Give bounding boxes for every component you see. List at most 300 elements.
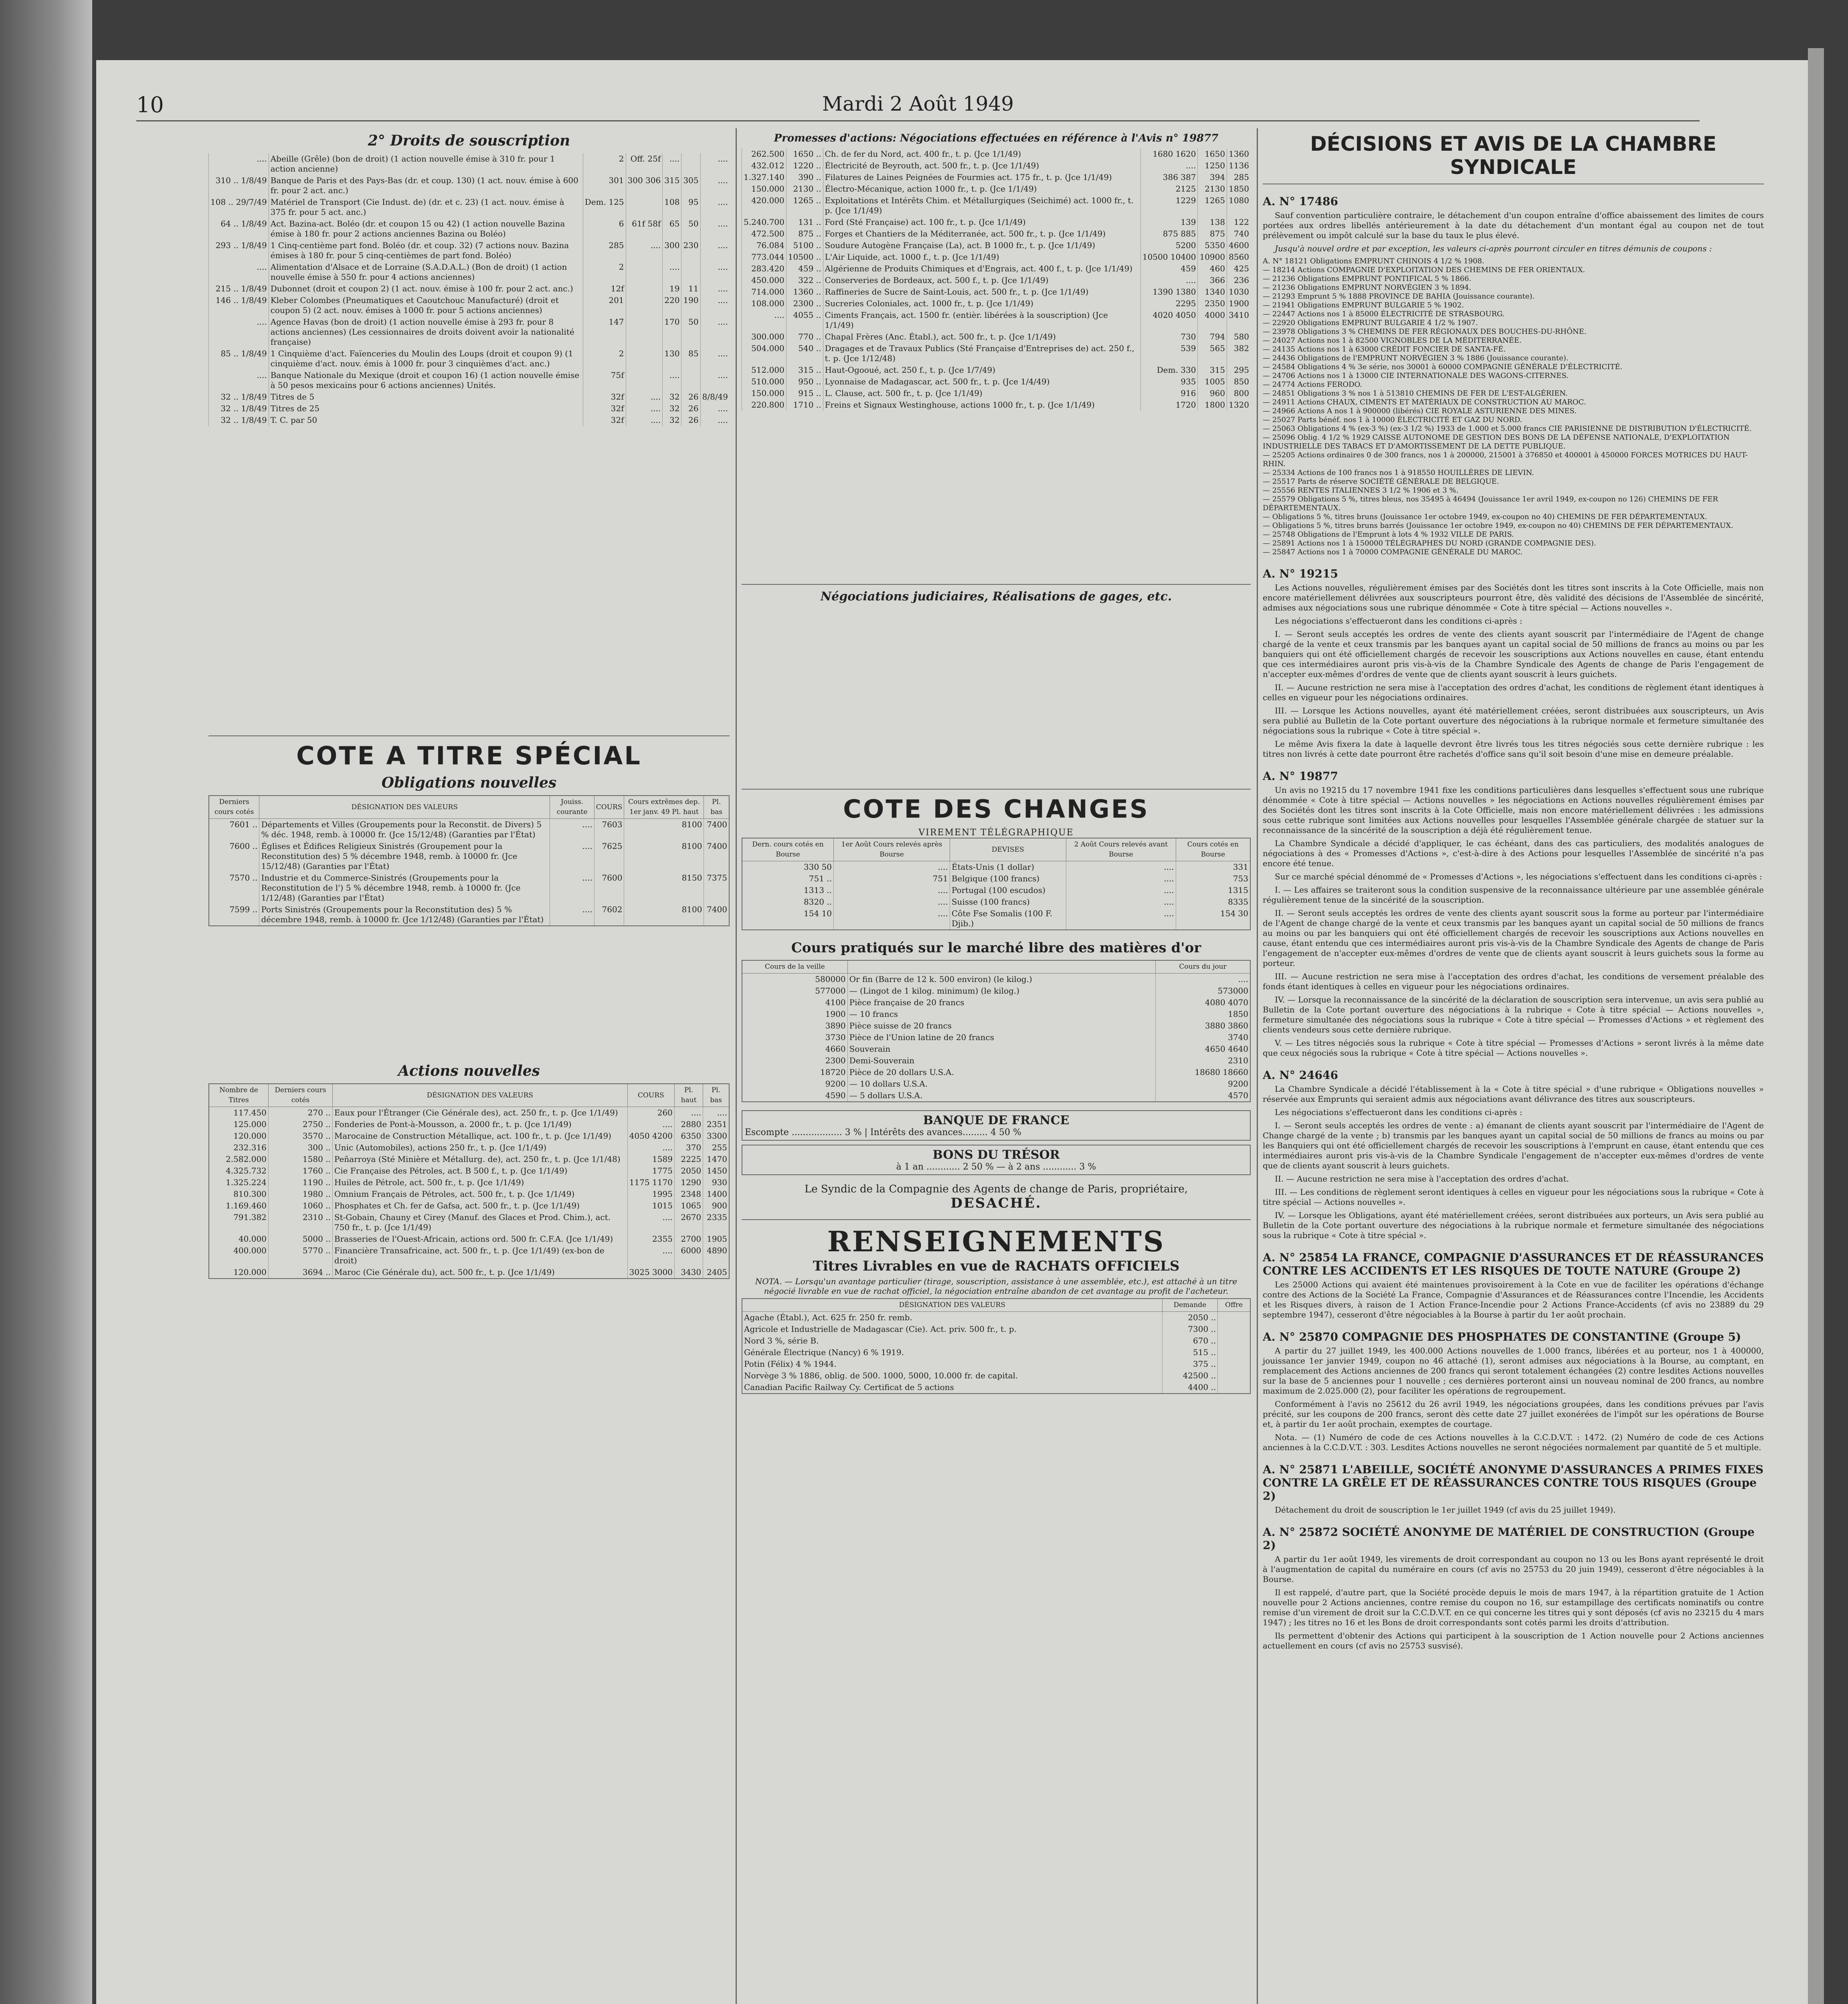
avis-list-item: — 25891 Actions nos 1 à 150000 TÉLÉGRAPHES DU NORD (GRANDE COMPAGNIE DES). bbox=[1263, 539, 1596, 547]
value-cell: .... bbox=[626, 240, 663, 261]
value-cell: 300 .. bbox=[268, 1142, 332, 1154]
table-row bbox=[742, 331, 1251, 343]
value-cell: 510.000 bbox=[742, 376, 787, 388]
table-row bbox=[209, 348, 730, 370]
value-cell: 740 bbox=[1227, 228, 1251, 240]
value-cell: 950 .. bbox=[786, 376, 823, 388]
table-row bbox=[742, 399, 1251, 411]
value-cell: 1005 bbox=[1198, 376, 1227, 388]
table-row bbox=[742, 1335, 1250, 1347]
value-cell: 4080 4070 bbox=[1156, 997, 1250, 1008]
avis-paragraph: IV. — Lorsque les Obligations, ayant été matériellement créées, seront distribuées aux porteurs, un Avis sera publié au Bulletin de la Cote portant ouverture des négociations à la rubrique normale et fermeture simultanée des négociations sous la rubrique « Cote à titre spécial ». bbox=[1263, 1210, 1764, 1240]
table-row bbox=[209, 1154, 729, 1165]
value-cell: 1080 bbox=[1227, 195, 1251, 216]
avis-paragraph: I. — Seront seuls acceptés les ordres de vente des clients ayant souscrit par l'intermédiaire de l'Agent de change chargé de la vente et ceux transmis par les banques ayant un capital social de 50 millions de francs au moins ou par les banquiers qui ont été officiellement chargés de recevoir les souscriptions aux Actions nouvelles en cause, étant entendu que ces intermédiaires auront pris vis-à-vis de la Chambre Syndicale des Agents de change de Paris l'engagement de n'accepter eux-mêmes d'ordres de vente que de clients ayant souscrit à leurs guichets. bbox=[1263, 629, 1764, 679]
value-cell: 315 .. bbox=[786, 364, 823, 376]
avis-list-item: A. N° 18121 Obligations EMPRUNT CHINOIS 4 1/2 % 1908. bbox=[1263, 257, 1484, 265]
changes-title: COTE DES CHANGES bbox=[843, 794, 1149, 824]
value-cell: 122 bbox=[1227, 216, 1251, 228]
value-cell: .... bbox=[700, 196, 730, 218]
banque-title: BANQUE DE FRANCE bbox=[923, 1113, 1070, 1127]
value-cell: 283.420 bbox=[742, 263, 787, 275]
value-cell: 850 bbox=[1227, 376, 1251, 388]
value-cell: Dem. 330 bbox=[1140, 364, 1198, 376]
value-cell: 120.000 bbox=[209, 1130, 268, 1142]
table-row bbox=[209, 403, 730, 414]
bons-rates: à 1 an ............ 2 50 % — à 2 ans ............ 3 % bbox=[896, 1162, 1096, 1172]
value-designation: Potin (Félix) 4 % 1944. bbox=[742, 1358, 1162, 1370]
value-cell: 1360 .. bbox=[786, 286, 823, 298]
value-cell: 10500 10400 bbox=[1140, 251, 1198, 263]
value-cell bbox=[681, 153, 700, 175]
value-designation: Marocaine de Construction Métallique, act. 100 fr., t. p. (Jce 1/1/49) bbox=[332, 1130, 627, 1142]
value-cell: .... bbox=[627, 1142, 674, 1154]
value-cell: 6000 bbox=[674, 1245, 703, 1267]
value-designation: Soudure Autogène Française (La), act. B 1000 fr., t. p. (Jce 1/1/49) bbox=[823, 240, 1140, 251]
avis-heading: A. N° 25872 SOCIÉTÉ ANONYME DE MATÉRIEL DE CONSTRUCTION (Groupe 2) bbox=[1263, 1525, 1755, 1552]
value-cell: 50 bbox=[681, 218, 700, 240]
table-row bbox=[742, 1043, 1250, 1055]
avis-heading: A. N° 19877 bbox=[1263, 770, 1338, 783]
avis-list-item: — Obligations 5 %, titres bruns (Jouissance 1er octobre 1949, ex-coupon no 40) CHEMINS DE FER DÉPARTEMENTAUX. bbox=[1263, 513, 1707, 521]
value-designation: Agricole et Industrielle de Madagascar (Cie). Act. priv. 500 fr., t. p. bbox=[742, 1323, 1162, 1335]
value-cell: 7300 .. bbox=[1162, 1323, 1218, 1335]
value-cell: 875 .. bbox=[786, 228, 823, 240]
value-cell: 7599 .. bbox=[209, 904, 259, 926]
value-cell: 2405 bbox=[703, 1267, 729, 1279]
value-designation: L'Air Liquide, act. 1000 f., t. p. (Jce 1/1/49) bbox=[823, 251, 1140, 263]
avis-paragraph: II. — Aucune restriction ne sera mise à l'acceptation des ordres d'achat, les conditions de règlement étant identiques à celles en vigueur pour les négociations ordinaires. bbox=[1263, 683, 1764, 702]
value-cell: 1390 1380 bbox=[1140, 286, 1198, 298]
value-cell: 154 30 bbox=[1176, 908, 1250, 930]
avis-list-item: — Obligations 5 %, titres bruns barrés (Jouissance 1er octobre 1949, ex-coupon no 40) CHEMINS DE FER DÉPARTEMENTAUX. bbox=[1263, 521, 1733, 530]
column-header: Cours de la veille bbox=[742, 960, 847, 974]
value-cell: 8150 bbox=[624, 872, 704, 904]
value-designation: Portugal (100 escudos) bbox=[950, 885, 1066, 896]
scan-binding-edge bbox=[0, 0, 92, 2004]
value-cell: 1060 .. bbox=[268, 1200, 332, 1212]
value-designation: Peñarroya (Sté Minière et Métallurg. de), act. 250 fr., t. p. (Jce 1/1/48) bbox=[332, 1154, 627, 1165]
avis-list-item: — 24774 Actions FERODO. bbox=[1263, 380, 1362, 389]
value-designation: Huiles de Pétrole, act. 500 fr., t. p. (Jce 1/1/49) bbox=[332, 1177, 627, 1188]
column-header: Pl. haut bbox=[674, 1084, 703, 1107]
value-cell: 4590 bbox=[742, 1090, 847, 1102]
table-row bbox=[742, 1020, 1250, 1032]
value-cell: 255 bbox=[703, 1142, 729, 1154]
value-cell: 916 bbox=[1140, 388, 1198, 399]
table-row bbox=[209, 240, 730, 261]
value-cell: 1900 bbox=[1227, 298, 1251, 309]
table-row bbox=[209, 1212, 729, 1233]
value-cell: 459 .. bbox=[786, 263, 823, 275]
value-cell: 10500 .. bbox=[786, 251, 823, 263]
value-cell: 26 bbox=[681, 403, 700, 414]
value-cell: 2300 .. bbox=[786, 298, 823, 309]
value-cell: 150.000 bbox=[742, 183, 787, 195]
value-cell: 1313 .. bbox=[742, 885, 834, 896]
avis-list-item: — 22447 Actions nos 1 à 85000 ÉLECTRICITÉ DE STRASBOURG. bbox=[1263, 310, 1505, 318]
value-cell: 3880 3860 bbox=[1156, 1020, 1250, 1032]
value-cell: 580000 bbox=[742, 974, 847, 986]
value-cell: 322 .. bbox=[786, 275, 823, 286]
table-row bbox=[742, 896, 1250, 908]
value-cell: 2295 bbox=[1140, 298, 1198, 309]
value-cell: 1905 bbox=[703, 1233, 729, 1245]
value-cell: 9200 bbox=[1156, 1078, 1250, 1090]
value-cell: 432.012 bbox=[742, 160, 787, 172]
value-cell: 4400 .. bbox=[1162, 1382, 1218, 1394]
value-cell: .... bbox=[1066, 861, 1176, 873]
value-cell: 3430 bbox=[674, 1267, 703, 1279]
value-cell: 382 bbox=[1227, 343, 1251, 364]
promesses-title: Promesses d'actions: Négociations effectuées en référence à l'Avis n° 19877 bbox=[774, 132, 1219, 144]
avis-list-item: — 24027 Actions nos 1 à 82500 VIGNOBLES DE LA MÉDITERRANÉE. bbox=[1263, 336, 1522, 345]
value-cell: .... bbox=[834, 908, 950, 930]
value-designation: — 10 dollars U.S.A. bbox=[847, 1078, 1155, 1090]
value-cell: 773.044 bbox=[742, 251, 787, 263]
value-designation: 1 Cinquième d'act. Faïenceries du Moulin des Loups (droit et coupon 9) (1 cinquième d'act. nouv. émis à 1000 fr. pour 3 cinquièmes d'act. anc.) bbox=[269, 348, 583, 370]
avis-heading: A. N° 25854 LA FRANCE, COMPAGNIE D'ASSURANCES ET DE RÉASSURANCES CONTRE LES ACCIDENTS ET LES RISQUES DE TOUTE NATURE (Groupe 2) bbox=[1263, 1251, 1764, 1277]
avis-list-item: — 25063 Obligations 4 % (ex-3 %) (ex-3 1/2 %) 1933 de 1.000 et 5.000 francs CIE PARISIENNE DE DISTRIBUTION D'ÉLECTRICITÉ. bbox=[1263, 424, 1752, 433]
value-cell: 32f bbox=[583, 403, 626, 414]
table-row bbox=[209, 1177, 729, 1188]
value-cell: 40.000 bbox=[209, 1233, 268, 1245]
column-header: DÉSIGNATION DES VALEURS bbox=[332, 1084, 627, 1107]
value-cell: 75f bbox=[583, 370, 626, 391]
table-row bbox=[742, 376, 1251, 388]
value-cell: 1030 bbox=[1227, 286, 1251, 298]
value-cell: 4660 bbox=[742, 1043, 847, 1055]
value-cell: 1136 bbox=[1227, 160, 1251, 172]
avis-paragraph: Il est rappelé, d'autre part, que la Société procède depuis le mois de mars 1947, à la répartition gratuite de 1 Action nouvelle pour 2 Actions anciennes, contre remise du coupon no 16, sur estampillage des certificats nominatifs ou contre remise d'un virement de droit sur la C.C.D.V.T. en ce qui concerne les titres qui y sont déposés (cf avis no 23215 du 4 mars 1947) ; les titres no 16 et les Bons de droit correspondants sont cotés parmi les droits d'attribution. bbox=[1263, 1588, 1764, 1627]
value-cell: .... bbox=[700, 153, 730, 175]
value-cell: 117.450 bbox=[209, 1107, 268, 1119]
value-cell: 4.325.732 bbox=[209, 1165, 268, 1177]
table-row bbox=[742, 1008, 1250, 1020]
value-designation: États-Unis (1 dollar) bbox=[950, 861, 1066, 873]
promesses-table bbox=[742, 148, 1251, 411]
value-cell: 2355 bbox=[627, 1233, 674, 1245]
value-cell: 1710 .. bbox=[786, 399, 823, 411]
value-cell: 3300 bbox=[703, 1130, 729, 1142]
value-cell: 147 bbox=[583, 316, 626, 348]
value-cell: 3890 bbox=[742, 1020, 847, 1032]
value-cell: 2348 bbox=[674, 1188, 703, 1200]
value-cell: 1760 .. bbox=[268, 1165, 332, 1177]
value-cell: 64 .. 1/8/49 bbox=[209, 218, 269, 240]
value-cell: 4100 bbox=[742, 997, 847, 1008]
value-designation: Unic (Automobiles), actions 250 fr., t. p. (Jce 1/1/49) bbox=[332, 1142, 627, 1154]
table-row bbox=[742, 148, 1251, 160]
value-cell: 7625 bbox=[594, 840, 624, 872]
value-cell: 1065 bbox=[674, 1200, 703, 1212]
table-row bbox=[209, 414, 730, 426]
value-cell: 1175 1170 bbox=[627, 1177, 674, 1188]
value-cell: 5000 .. bbox=[268, 1233, 332, 1245]
avis-list-item: — 22920 Obligations EMPRUNT BULGARIE 4 1/2 % 1907. bbox=[1263, 319, 1478, 327]
avis-list-item: — 21236 Obligations EMPRUNT PONTIFICAL 5 % 1866. bbox=[1263, 275, 1472, 283]
avis-paragraph: V. — Les titres négociés sous la rubrique « Cote à titre spécial — Promesses d'Actions » seront livrés à la même date que ceux négociés sous la rubrique « Cote à titre spécial — Actions nouvelles ». bbox=[1263, 1038, 1764, 1058]
column-header: Dern. cours cotés en Bourse bbox=[742, 838, 834, 861]
value-cell: 3740 bbox=[1156, 1032, 1250, 1043]
value-cell: 1850 bbox=[1227, 183, 1251, 195]
value-designation: Ports Sinistrés (Groupements pour la Reconstitution des) 5 % décembre 1948, remb. à 10000 fr. (Jce 1/12/48) (Garanties par l'État) bbox=[259, 904, 550, 926]
value-cell: 220.800 bbox=[742, 399, 787, 411]
value-cell: 18680 18660 bbox=[1156, 1067, 1250, 1078]
value-cell: .... bbox=[627, 1212, 674, 1233]
avis-list-item: — 24966 Actions A nos 1 à 900000 (libérés) CIE ROYALE ASTURIENNE DES MINES. bbox=[1263, 407, 1577, 415]
value-cell: .... bbox=[550, 840, 594, 872]
value-cell: 3570 .. bbox=[268, 1130, 332, 1142]
value-cell: 108 bbox=[663, 196, 681, 218]
avis-list-item: — 25096 Oblig. 4 1/2 % 1929 CAISSE AUTONOME DE GESTION DES BONS DE LA DÉFENSE NATIONALE, D'EXPLOITATION INDUSTRIELLE DES TABACS ET D'AMORTISSEMENT DE LA DETTE PUBLIQUE. bbox=[1263, 433, 1730, 450]
droits-title: 2° Droits de souscription bbox=[368, 132, 570, 149]
section-rule bbox=[742, 584, 1251, 585]
column-header: Offre bbox=[1218, 1299, 1250, 1312]
value-cell: .... bbox=[627, 1119, 674, 1130]
value-cell bbox=[681, 370, 700, 391]
value-cell: .... bbox=[700, 240, 730, 261]
value-cell: 459 bbox=[1140, 263, 1198, 275]
column-divider bbox=[1257, 128, 1258, 2004]
table-row bbox=[742, 309, 1251, 331]
table-row bbox=[209, 153, 730, 175]
value-designation: Or fin (Barre de 12 k. 500 environ) (le kilog.) bbox=[847, 974, 1155, 986]
value-cell: 12f bbox=[583, 283, 626, 295]
table-row bbox=[209, 218, 730, 240]
value-cell: .... bbox=[1066, 873, 1176, 885]
value-cell: 9200 bbox=[742, 1078, 847, 1090]
value-designation: T. C. par 50 bbox=[269, 414, 583, 426]
value-cell: 32 bbox=[663, 414, 681, 426]
value-cell bbox=[626, 261, 663, 283]
value-cell: 1980 .. bbox=[268, 1188, 332, 1200]
value-cell: 95 bbox=[681, 196, 700, 218]
avis-17486-p2: Jusqu'à nouvel ordre et par exception, les valeurs ci-après pourront circuler en titres démunis de coupons : bbox=[1275, 244, 1712, 253]
table-row bbox=[742, 1323, 1250, 1335]
value-cell: 4020 4050 bbox=[1140, 309, 1198, 331]
value-designation: Maroc (Cie Générale du), act. 500 fr., t. p. (Jce 1/1/49) bbox=[332, 1267, 627, 1279]
value-cell: 65 bbox=[663, 218, 681, 240]
avis-paragraph: IV. — Lorsque la reconnaissance de la sincérité de la déclaration de souscription sera intervenue, un avis sera publié au Bulletin de la Cote portant ouverture des négociations à la rubrique « Cote à titre spécial — Actions nouvelles », fermeture simultanée des négociations sous la rubrique « Cote à titre spécial — Promesses d'Actions » et règlement des clients vendeurs sous cette dernière rubrique. bbox=[1263, 995, 1764, 1034]
table-row bbox=[209, 1267, 729, 1279]
table-row bbox=[209, 1200, 729, 1212]
value-designation: Banque Nationale du Mexique (droit et coupon 16) (1 action nouvelle émise à 50 pesos mexicains pour 6 actions anciennes) Unités. bbox=[269, 370, 583, 391]
value-cell: 215 .. 1/8/49 bbox=[209, 283, 269, 295]
table-row bbox=[742, 263, 1251, 275]
table-row bbox=[209, 840, 729, 872]
section-rule bbox=[208, 735, 730, 736]
value-designation: Omnium Français de Pétroles, act. 500 fr., t. p. (Jce 1/1/49) bbox=[332, 1188, 627, 1200]
table-row bbox=[209, 295, 730, 316]
table-row bbox=[742, 908, 1250, 930]
value-cell: 18720 bbox=[742, 1067, 847, 1078]
value-cell: .... bbox=[700, 218, 730, 240]
column-header: DÉSIGNATION DES VALEURS bbox=[259, 796, 550, 819]
value-cell: .... bbox=[209, 316, 269, 348]
table-row bbox=[742, 1078, 1250, 1090]
value-cell: .... bbox=[700, 295, 730, 316]
or-table bbox=[742, 960, 1251, 1102]
avis-paragraph: Un avis no 19215 du 17 novembre 1941 fixe les conditions particulières dans lesquelles s'effectuent sous une rubrique dénommée « Cote à titre spécial — Actions nouvelles » les négociations en Actions nouvelles régulièrement émises par des Sociétés dont les titres sont inscrits à la Cote Officielle, mais non encore matériellement délivrées : les admissions sous cette rubrique sont limitées aux Actions nouvelles pour lesquelles l'Assemblée générale chargée de statuer sur la reconnaissance de la sincérité de la souscription a déjà été régulièrement tenue. bbox=[1263, 785, 1764, 835]
value-cell: .... bbox=[700, 414, 730, 426]
table-row bbox=[209, 1142, 729, 1154]
value-cell: 3410 bbox=[1227, 309, 1251, 331]
column-header: DEVISES bbox=[950, 838, 1066, 861]
table-row bbox=[209, 283, 730, 295]
avis-list-item: — 25748 Obligations de l'Emprunt à lots 4 % 1932 VILLE DE PARIS. bbox=[1263, 530, 1514, 539]
value-cell: 1190 .. bbox=[268, 1177, 332, 1188]
column-header bbox=[847, 960, 1155, 974]
value-designation: Canadian Pacific Railway Cy. Certificat de 5 actions bbox=[742, 1382, 1162, 1394]
value-cell: 285 bbox=[1227, 172, 1251, 183]
value-cell: 875 bbox=[1198, 228, 1227, 240]
avis-paragraph: A partir du 27 juillet 1949, les 400.000 Actions nouvelles de 1.000 francs, libérées et au porteur, nos 1 à 400000, jouissance 1er janvier 1949, coupon no 46 attaché (1), seront admises aux négociations à la Bourse, au comptant, en remplacement des Actions anciennes de 200 francs qui seront totalement échangées (2) contre lesdites Actions nouvelles sur la base de 5 anciennes pour 1 nouvelle ; ces dernières porteront ainsi un nouveau nominal de 200 francs, au nombre maximum de 2.025.000 (2), pour faciliter les opérations de regroupement. bbox=[1263, 1346, 1764, 1396]
value-cell: 2700 bbox=[674, 1233, 703, 1245]
value-cell: 2310 .. bbox=[268, 1212, 332, 1233]
avis-paragraph: I. — Les affaires se traiteront sous la condition suspensive de la reconnaissance ultérieure par une assemblée générale régulièrement tenue de la sincérité de la souscription. bbox=[1263, 885, 1764, 905]
value-designation: Eaux pour l'Étranger (Cie Générale des), act. 250 fr., t. p. (Jce 1/1/49) bbox=[332, 1107, 627, 1119]
value-designation: Cie Française des Pétroles, act. B 500 f., t. p. (Jce 1/1/49) bbox=[332, 1165, 627, 1177]
value-cell: 539 bbox=[1140, 343, 1198, 364]
table-row bbox=[742, 1358, 1250, 1370]
avis-list-item: — 25847 Actions nos 1 à 70000 COMPAGNIE GÉNÉRALE DU MAROC. bbox=[1263, 548, 1523, 556]
value-cell: 3025 3000 bbox=[627, 1267, 674, 1279]
value-designation: Demi-Souverain bbox=[847, 1055, 1155, 1067]
value-cell: 386 387 bbox=[1140, 172, 1198, 183]
table-row bbox=[742, 216, 1251, 228]
column-left bbox=[208, 128, 730, 1279]
value-designation: Industrie et du Commerce-Sinistrés (Groupements pour la Reconstitution de l') 5 % décembre 1948, remb. à 10000 fr. (Jce 1/12/48) (Garanties par l'État) bbox=[259, 872, 550, 904]
avis-paragraph: La Chambre Syndicale a décidé d'appliquer, le cas échéant, dans des cas particuliers, des modalités analogues de négociations à des « Promesses d'Actions », c'est-à-dire à des Actions pour lesquelles l'Assemblée de sincérité n'a pas encore été tenue. bbox=[1263, 838, 1764, 868]
value-cell: .... bbox=[550, 819, 594, 841]
value-cell: 1290 bbox=[674, 1177, 703, 1188]
value-cell: 370 bbox=[674, 1142, 703, 1154]
changes-table bbox=[742, 838, 1251, 930]
value-cell: 2310 bbox=[1156, 1055, 1250, 1067]
value-cell: .... bbox=[626, 391, 663, 403]
column-header: Demande bbox=[1162, 1299, 1218, 1312]
column-header: Cours du jour bbox=[1156, 960, 1250, 974]
value-cell: 1850 bbox=[1156, 1008, 1250, 1020]
avis-17486-p1: Sauf convention particulière contraire, le détachement d'un coupon entraîne d'office abaissement des limites de cours portées aux ordres libellés antérieurement à la date du détachement d'un montant égal au coupon net de tout prélèvement ou impôt calculé sur la base du taux le plus élevé. bbox=[1263, 210, 1764, 240]
table-row bbox=[209, 196, 730, 218]
value-cell: 1250 bbox=[1198, 160, 1227, 172]
value-designation: Générale Électrique (Nancy) 6 % 1919. bbox=[742, 1347, 1162, 1358]
value-cell: 4055 .. bbox=[786, 309, 823, 331]
column-header: COURS bbox=[627, 1084, 674, 1107]
value-cell: 4600 bbox=[1227, 240, 1251, 251]
value-designation: Ch. de fer du Nord, act. 400 fr., t. p. (Jce 1/1/49) bbox=[823, 148, 1140, 160]
value-cell: 8100 bbox=[624, 819, 704, 841]
value-cell: 425 bbox=[1227, 263, 1251, 275]
table-row bbox=[209, 1245, 729, 1267]
value-cell: 1.325.224 bbox=[209, 1177, 268, 1188]
value-designation: Matériel de Transport (Cie Indust. de) (dr. et c. 23) (1 act. nouv. émise à 375 fr. pour 5 act. anc.) bbox=[269, 196, 583, 218]
value-cell: .... bbox=[627, 1245, 674, 1267]
decisions-title: DÉCISIONS ET AVIS DE LA CHAMBRE SYNDICALE bbox=[1310, 132, 1717, 179]
table-row bbox=[209, 370, 730, 391]
banque-rates: Escompte .................. 3 % | Intérêts des avances......... 4 50 % bbox=[745, 1127, 1021, 1137]
value-designation: Ford (Sté Française) act. 100 fr., t. p. (Jce 1/1/49) bbox=[823, 216, 1140, 228]
value-cell: 394 bbox=[1198, 172, 1227, 183]
value-cell: 730 bbox=[1140, 331, 1198, 343]
value-designation: L. Clause, act. 500 fr., t. p. (Jce 1/1/49) bbox=[823, 388, 1140, 399]
avis-heading: A. N° 25870 COMPAGNIE DES PHOSPHATES DE CONSTANTINE (Groupe 5) bbox=[1263, 1330, 1741, 1343]
value-cell: 1589 bbox=[627, 1154, 674, 1165]
value-designation: Souverain bbox=[847, 1043, 1155, 1055]
value-cell: 753 bbox=[1176, 873, 1250, 885]
value-cell: .... bbox=[626, 414, 663, 426]
value-cell: .... bbox=[700, 403, 730, 414]
value-cell: 1995 bbox=[627, 1188, 674, 1200]
value-designation: Côte Fse Somalis (100 F. Djib.) bbox=[950, 908, 1066, 930]
table-row bbox=[742, 1055, 1250, 1067]
value-cell: 1650 bbox=[1198, 148, 1227, 160]
table-row bbox=[209, 872, 729, 904]
value-cell: 10900 bbox=[1198, 251, 1227, 263]
value-cell: .... bbox=[663, 153, 681, 175]
value-designation: Pièce suisse de 20 francs bbox=[847, 1020, 1155, 1032]
actions-table bbox=[208, 1083, 730, 1279]
value-designation: Titres de 25 bbox=[269, 403, 583, 414]
value-cell: 7400 bbox=[704, 904, 729, 926]
value-cell: 5350 bbox=[1198, 240, 1227, 251]
value-cell bbox=[1218, 1312, 1250, 1324]
value-designation: Banque de Paris et des Pays-Bas (dr. et coup. 130) (1 act. nouv. émise à 600 fr. pour 2 act. anc.) bbox=[269, 175, 583, 196]
value-cell: 472.500 bbox=[742, 228, 787, 240]
value-cell: 26 bbox=[681, 414, 700, 426]
value-cell: 285 bbox=[583, 240, 626, 261]
value-cell: 4890 bbox=[703, 1245, 729, 1267]
value-designation: Algérienne de Produits Chimiques et d'Engrais, act. 400 f., t. p. (Jce 1/1/49) bbox=[823, 263, 1140, 275]
value-cell: 2300 bbox=[742, 1055, 847, 1067]
value-cell: 300 bbox=[663, 240, 681, 261]
value-cell: 800 bbox=[1227, 388, 1251, 399]
value-cell: 7375 bbox=[704, 872, 729, 904]
value-cell: .... bbox=[550, 872, 594, 904]
value-cell: 2670 bbox=[674, 1212, 703, 1233]
table-row bbox=[742, 251, 1251, 263]
table-row bbox=[742, 1090, 1250, 1102]
table-row bbox=[209, 819, 729, 841]
value-designation: — 5 dollars U.S.A. bbox=[847, 1090, 1155, 1102]
changes-subtitle: VIREMENT TÉLÉGRAPHIQUE bbox=[918, 828, 1074, 838]
value-cell: .... bbox=[209, 370, 269, 391]
column-divider bbox=[736, 128, 737, 2004]
section-rule bbox=[742, 1219, 1251, 1220]
table-row bbox=[742, 885, 1250, 896]
avis-list-item: — 21293 Emprunt 5 % 1888 PROVINCE DE BAHIA (Jouissance courante). bbox=[1263, 292, 1535, 301]
value-designation: Églises et Édifices Religieux Sinistrés (Groupement pour la Reconstitution des) 5 % décembre 1948, remb. à 10000 fr. (Jce 15/12/48) (Garanties par l'État) bbox=[259, 840, 550, 872]
column-header: Jouiss. courante bbox=[550, 796, 594, 819]
avis-heading: A. N° 19215 bbox=[1263, 567, 1338, 580]
value-cell bbox=[626, 370, 663, 391]
value-cell: 301 bbox=[583, 175, 626, 196]
value-cell: 1360 bbox=[1227, 148, 1251, 160]
avis-heading: A. N° 25871 L'ABEILLE, SOCIÉTÉ ANONYME D'ASSURANCES A PRIMES FIXES CONTRE LA GRÊLE ET DE RÉASSURANCES CONTRE TOUS RISQUES (Groupe 2) bbox=[1263, 1463, 1764, 1503]
value-designation: Lyonnaise de Madagascar, act. 500 fr., t. p. (Jce 1/4/49) bbox=[823, 376, 1140, 388]
value-cell: .... bbox=[742, 309, 787, 331]
table-row bbox=[742, 861, 1250, 873]
avis-list-item: — 21236 Obligations EMPRUNT NORVÉGIEN 3 % 1894. bbox=[1263, 283, 1472, 292]
value-cell: .... bbox=[550, 904, 594, 926]
table-row bbox=[209, 904, 729, 926]
value-cell bbox=[1218, 1323, 1250, 1335]
value-cell: 2225 bbox=[674, 1154, 703, 1165]
value-cell: 6350 bbox=[674, 1130, 703, 1142]
value-cell: 573000 bbox=[1156, 985, 1250, 997]
